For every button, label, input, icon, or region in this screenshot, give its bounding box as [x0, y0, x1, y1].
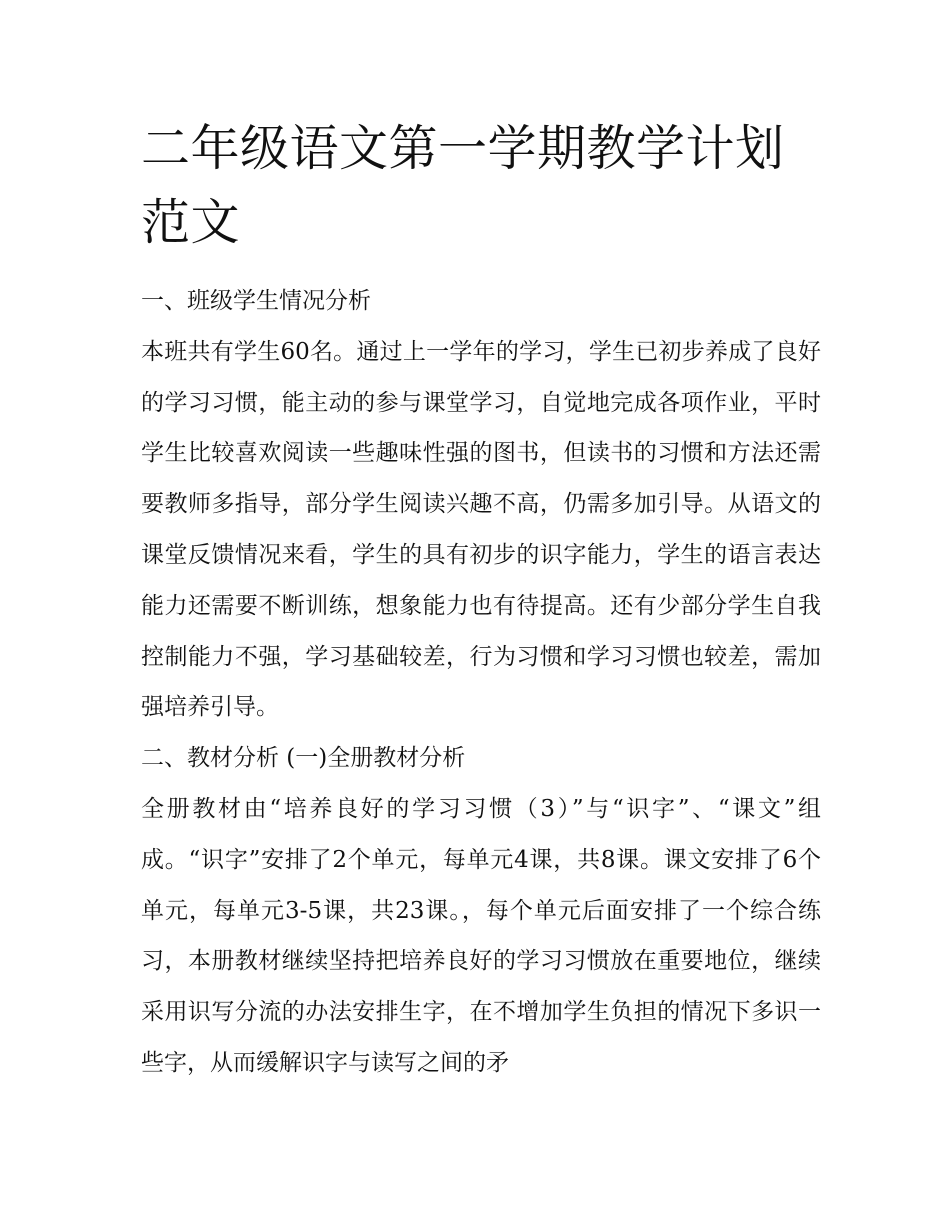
section-body-textbook-analysis: 全册教材由“培养良好的学习习惯（3）”与“识字”、“课文”组成。“识字”安排了2个单元，每单元4课，共8课。课文安排了6个单元，每单元3-5课，共23课。，每个单元后面安排了一个综合练习，本册教材继续坚持把培养良好的学习习惯放在重要地位，继续采用识写分流的办法安排生字，在不增加学生负担的情况下多识一些字，从而缓解识字与读写之间的矛: [141, 795, 821, 1076]
document-title: 二年级语文第一学期教学计划范文: [141, 120, 785, 251]
document-page: [141, 112, 821, 1089]
section-body-class-analysis: 本班共有学生60名。通过上一学年的学习，学生已初步养成了良好的学习习惯，能主动的参与课堂学习，自觉地完成各项作业，平时学生比较喜欢阅读一些趣味性强的图书，但读书的习惯和方法还需要教师多指导，部分学生阅读兴趣不高，仍需多加引导。从语文的课堂反馈情况来看，学生的具有初步的识字能力，学生的语言表达能力还需要不断训练，想象能力也有待提高。还有少部分学生自我控制能力不强，学习基础较差，行为习惯和学习习惯也较差，需加强培养引导。: [141, 338, 821, 721]
section-heading-textbook-analysis: 二、教材分析 (一)全册教材分析: [141, 745, 466, 772]
section-heading-class-analysis: 一、班级学生情况分析: [141, 288, 371, 314]
